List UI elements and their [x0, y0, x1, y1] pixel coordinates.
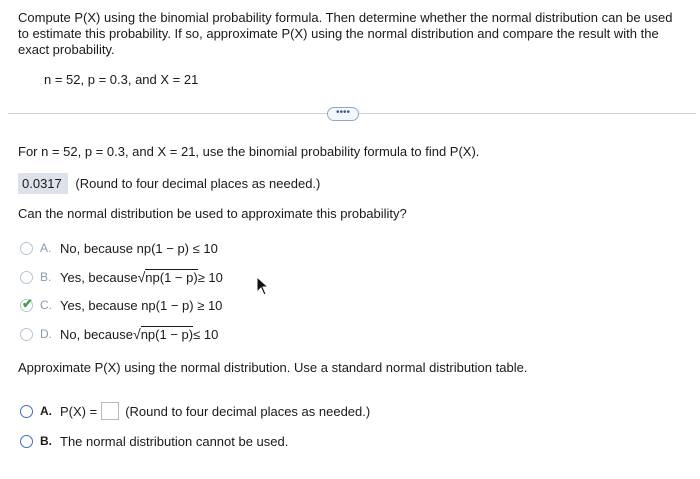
- radio-icon[interactable]: [20, 405, 33, 418]
- part1-answer-value[interactable]: 0.0317: [18, 173, 68, 194]
- part2-option-a[interactable]: [20, 238, 218, 258]
- option-letter: B.: [40, 434, 52, 448]
- radio-icon[interactable]: [20, 242, 33, 255]
- part3-option-b[interactable]: [20, 431, 288, 451]
- sqrt-radicand: np(1 − p): [145, 270, 198, 285]
- question-params: n = 52, p = 0.3, and X = 21: [44, 72, 199, 87]
- option-letter: D.: [40, 327, 52, 341]
- option-letter: B.: [40, 270, 52, 284]
- sqrt-expression: [138, 269, 198, 285]
- option-text: The normal distribution cannot be used.: [60, 433, 289, 449]
- radio-icon[interactable]: [20, 435, 33, 448]
- checkmark-icon: ✔: [22, 295, 33, 311]
- part2-question: Can the normal distribution be used to approximate this probability?: [18, 206, 407, 221]
- mouse-cursor-icon: [256, 276, 270, 296]
- option-text-suffix: ≤ 10: [193, 326, 219, 342]
- sqrt-icon: √: [137, 269, 146, 285]
- part3-question: Approximate P(X) using the normal distribution. Use a standard normal distribution table.: [18, 360, 528, 375]
- radio-icon[interactable]: [20, 328, 33, 341]
- option-text-suffix: ≥ 10: [197, 269, 223, 285]
- answer-input[interactable]: [101, 402, 119, 420]
- part2-option-b[interactable]: [20, 267, 223, 287]
- part2-option-d[interactable]: [20, 324, 218, 344]
- part3-option-a[interactable]: [20, 401, 370, 421]
- option-text: Yes, because np(1 − p) ≥ 10: [60, 297, 223, 313]
- option-letter: A.: [40, 404, 52, 418]
- sqrt-radicand: np(1 − p): [140, 327, 194, 342]
- option-letter: C.: [40, 298, 52, 312]
- option-text: No, because np(1 − p) ≤ 10: [60, 240, 218, 256]
- part1-answer-row: [18, 173, 320, 194]
- option-text-prefix: No, because: [60, 326, 133, 342]
- part2-option-c[interactable]: [20, 295, 222, 315]
- question-prompt: Compute P(X) using the binomial probability formula. Then determine whether the normal distribution can be used to estimate this probability. If so, approximate P(X) using the normal distribution and compare the result with the exact probability.: [18, 10, 673, 57]
- sqrt-icon: √: [133, 326, 141, 342]
- more-button[interactable]: ••••: [327, 107, 359, 121]
- radio-icon[interactable]: [20, 271, 33, 284]
- sqrt-expression: [133, 326, 193, 342]
- option-letter: A.: [40, 241, 52, 255]
- part1-instruction: For n = 52, p = 0.3, and X = 21, use the binomial probability formula to find P(X).: [18, 144, 480, 159]
- selected-radio[interactable]: [20, 295, 33, 312]
- option-text-prefix: P(X) =: [60, 403, 98, 419]
- option-text-suffix: (Round to four decimal places as needed.): [125, 403, 371, 419]
- part1-answer-note: (Round to four decimal places as needed.): [75, 176, 321, 191]
- option-text-prefix: Yes, because: [60, 269, 138, 285]
